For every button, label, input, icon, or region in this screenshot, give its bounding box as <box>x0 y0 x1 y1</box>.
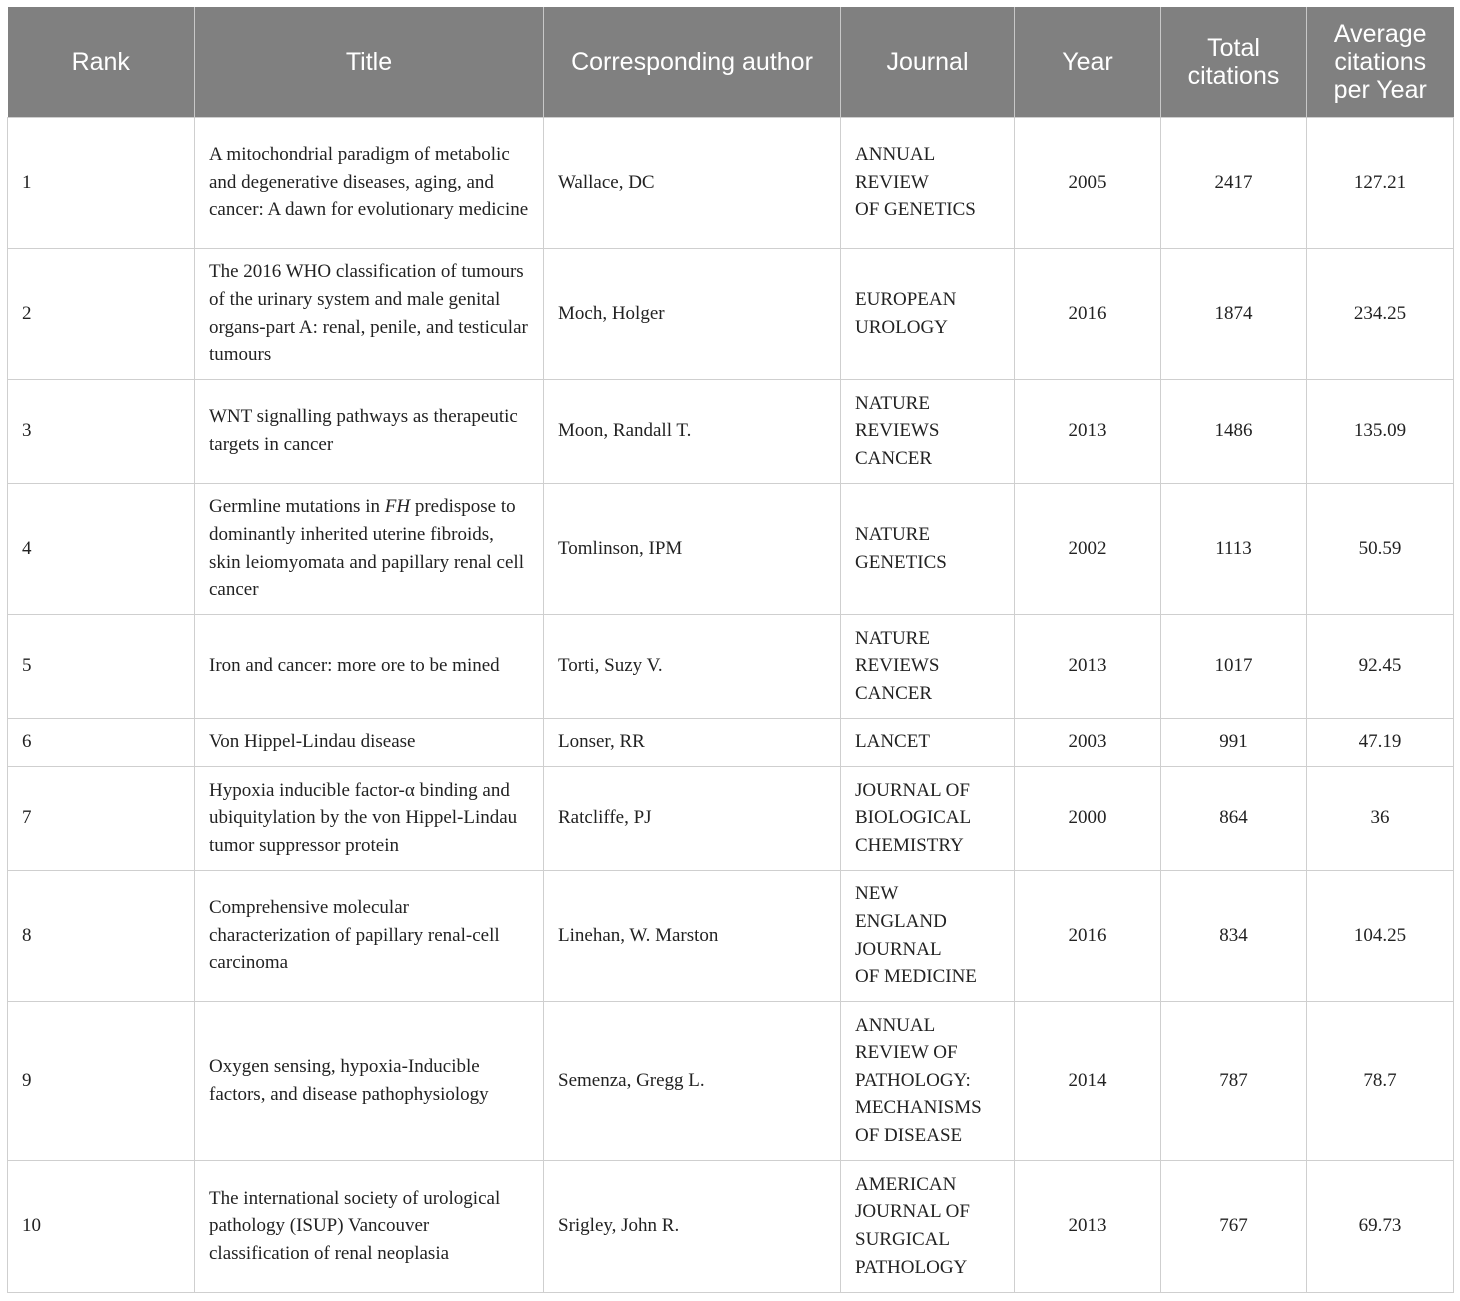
title-cell: A mitochondrial paradigm of metabolic and degenerative diseases, aging, and cancer: A dawn for evolutionary medicine <box>195 117 544 248</box>
citations-table-container <box>7 7 1453 1293</box>
average-citations-cell: 36 <box>1307 766 1454 870</box>
rank-cell: 2 <box>8 248 195 379</box>
rank-cell: 9 <box>8 1001 195 1160</box>
year-cell: 2002 <box>1015 483 1161 614</box>
average-citations-cell: 47.19 <box>1307 718 1454 766</box>
author-cell: Moon, Randall T. <box>544 379 841 483</box>
total-citations-cell: 1017 <box>1161 614 1307 718</box>
header-journal: Journal <box>841 7 1015 117</box>
average-citations-cell: 127.21 <box>1307 117 1454 248</box>
header-total-citations: Total citations <box>1161 7 1307 117</box>
rank-cell: 3 <box>8 379 195 483</box>
year-cell: 2016 <box>1015 870 1161 1001</box>
rank-cell: 7 <box>8 766 195 870</box>
table-row <box>8 248 1454 379</box>
journal-cell: AMERICAN JOURNAL OF SURGICAL PATHOLOGY <box>841 1160 1015 1292</box>
table-row <box>8 379 1454 483</box>
rank-cell: 10 <box>8 1160 195 1292</box>
year-cell: 2005 <box>1015 117 1161 248</box>
table-row <box>8 483 1454 614</box>
year-cell: 2013 <box>1015 379 1161 483</box>
table-row <box>8 117 1454 248</box>
rank-cell: 4 <box>8 483 195 614</box>
title-cell: Iron and cancer: more ore to be mined <box>195 614 544 718</box>
total-citations-cell: 834 <box>1161 870 1307 1001</box>
title-cell: Von Hippel-Lindau disease <box>195 718 544 766</box>
title-cell: Comprehensive molecular characterization of papillary renal-cell carcinoma <box>195 870 544 1001</box>
average-citations-cell: 135.09 <box>1307 379 1454 483</box>
header-rank: Rank <box>8 7 195 117</box>
title-cell: Hypoxia inducible factor-α binding and ubiquitylation by the von Hippel-Lindau tumor suppressor protein <box>195 766 544 870</box>
total-citations-cell: 767 <box>1161 1160 1307 1292</box>
average-citations-cell: 92.45 <box>1307 614 1454 718</box>
journal-cell: ANNUAL REVIEW OF GENETICS <box>841 117 1015 248</box>
rank-cell: 5 <box>8 614 195 718</box>
journal-cell: JOURNAL OF BIOLOGICAL CHEMISTRY <box>841 766 1015 870</box>
author-cell: Tomlinson, IPM <box>544 483 841 614</box>
header-row <box>8 7 1454 117</box>
header-author: Corresponding author <box>544 7 841 117</box>
citations-table <box>7 7 1454 1293</box>
rank-cell: 1 <box>8 117 195 248</box>
title-cell: WNT signalling pathways as therapeutic targets in cancer <box>195 379 544 483</box>
year-cell: 2016 <box>1015 248 1161 379</box>
title-text-start: Germline mutations in <box>209 496 385 518</box>
table-row <box>8 1001 1454 1160</box>
total-citations-cell: 787 <box>1161 1001 1307 1160</box>
table-row <box>8 718 1454 766</box>
table-row <box>8 614 1454 718</box>
rank-cell: 8 <box>8 870 195 1001</box>
author-cell: Moch, Holger <box>544 248 841 379</box>
journal-cell: LANCET <box>841 718 1015 766</box>
total-citations-cell: 1874 <box>1161 248 1307 379</box>
title-cell <box>195 483 544 614</box>
rank-cell: 6 <box>8 718 195 766</box>
year-cell: 2013 <box>1015 614 1161 718</box>
average-citations-cell: 69.73 <box>1307 1160 1454 1292</box>
header-title: Title <box>195 7 544 117</box>
title-cell: The 2016 WHO classification of tumours of the urinary system and male genital organs-part A: renal, penile, and testicular tumours <box>195 248 544 379</box>
journal-cell: ANNUAL REVIEW OF PATHOLOGY: MECHANISMS OF DISEASE <box>841 1001 1015 1160</box>
year-cell: 2013 <box>1015 1160 1161 1292</box>
gene-name-italic: FH <box>384 496 411 518</box>
table-row <box>8 1160 1454 1292</box>
journal-cell: NATURE GENETICS <box>841 483 1015 614</box>
year-cell: 2000 <box>1015 766 1161 870</box>
total-citations-cell: 864 <box>1161 766 1307 870</box>
table-row <box>8 870 1454 1001</box>
title-text-end: predispose to dominantly inherited uterine fibroids, skin leiomyomata and papillary renal cell cancer <box>209 496 524 601</box>
title-cell: The international society of urological pathology (ISUP) Vancouver classification of renal neoplasia <box>195 1160 544 1292</box>
author-cell: Srigley, John R. <box>544 1160 841 1292</box>
journal-cell: NEW ENGLAND JOURNAL OF MEDICINE <box>841 870 1015 1001</box>
average-citations-cell: 50.59 <box>1307 483 1454 614</box>
title-cell: Oxygen sensing, hypoxia-Inducible factors, and disease pathophysiology <box>195 1001 544 1160</box>
total-citations-cell: 2417 <box>1161 117 1307 248</box>
journal-cell: EUROPEAN UROLOGY <box>841 248 1015 379</box>
author-cell: Semenza, Gregg L. <box>544 1001 841 1160</box>
total-citations-cell: 991 <box>1161 718 1307 766</box>
year-cell: 2003 <box>1015 718 1161 766</box>
average-citations-cell: 234.25 <box>1307 248 1454 379</box>
average-citations-cell: 78.7 <box>1307 1001 1454 1160</box>
author-cell: Wallace, DC <box>544 117 841 248</box>
total-citations-cell: 1113 <box>1161 483 1307 614</box>
total-citations-cell: 1486 <box>1161 379 1307 483</box>
author-cell: Ratcliffe, PJ <box>544 766 841 870</box>
journal-cell: NATURE REVIEWS CANCER <box>841 614 1015 718</box>
author-cell: Torti, Suzy V. <box>544 614 841 718</box>
author-cell: Lonser, RR <box>544 718 841 766</box>
average-citations-cell: 104.25 <box>1307 870 1454 1001</box>
header-average-citations: Average citations per Year <box>1307 7 1454 117</box>
author-cell: Linehan, W. Marston <box>544 870 841 1001</box>
table-row <box>8 766 1454 870</box>
journal-cell: NATURE REVIEWS CANCER <box>841 379 1015 483</box>
year-cell: 2014 <box>1015 1001 1161 1160</box>
header-year: Year <box>1015 7 1161 117</box>
